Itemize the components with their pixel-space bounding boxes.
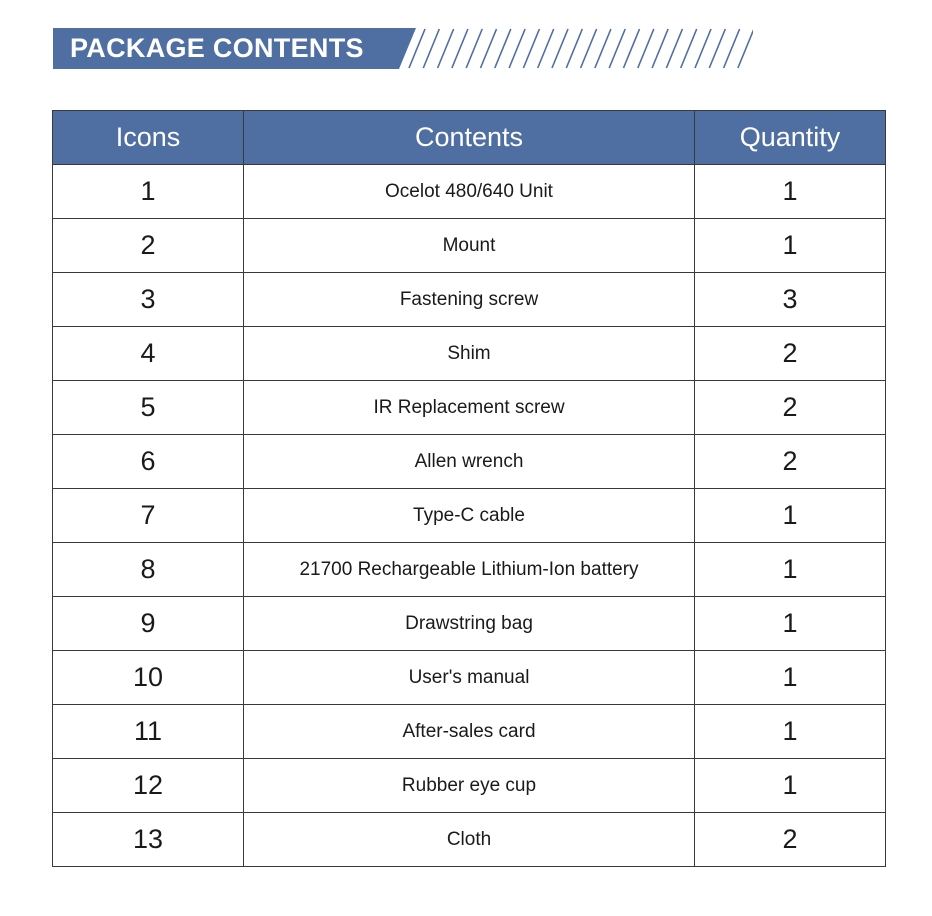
content-cell: IR Replacement screw (244, 381, 695, 435)
banner-stripe (523, 29, 539, 68)
content-cell: User's manual (244, 651, 695, 705)
banner-stripe (652, 29, 668, 68)
quantity-cell: 1 (695, 759, 886, 813)
banner-stripe (552, 29, 568, 68)
quantity-cell: 2 (695, 381, 886, 435)
banner-stripe (609, 29, 625, 68)
content-cell: Type-C cable (244, 489, 695, 543)
table-row (53, 813, 886, 867)
table-header-row (53, 111, 886, 165)
quantity-cell: 1 (695, 165, 886, 219)
content-cell: Ocelot 480/640 Unit (244, 165, 695, 219)
icon-number-cell: 2 (53, 219, 244, 273)
table-row (53, 219, 886, 273)
content-cell: Allen wrench (244, 435, 695, 489)
banner-stripe (738, 29, 753, 68)
icon-number-cell: 8 (53, 543, 244, 597)
banner-stripe (438, 29, 454, 68)
content-cell: Drawstring bag (244, 597, 695, 651)
content-cell: After-sales card (244, 705, 695, 759)
icon-number-cell: 3 (53, 273, 244, 327)
quantity-cell: 2 (695, 813, 886, 867)
section-banner (53, 28, 753, 69)
table-row (53, 327, 886, 381)
table-row (53, 543, 886, 597)
package-contents-table (52, 110, 886, 867)
table-row (53, 597, 886, 651)
content-cell: Cloth (244, 813, 695, 867)
quantity-cell: 1 (695, 489, 886, 543)
banner-stripe (709, 29, 725, 68)
content-cell: 21700 Rechargeable Lithium-Ion battery (244, 543, 695, 597)
banner-stripe (481, 29, 497, 68)
quantity-cell: 1 (695, 651, 886, 705)
icon-number-cell: 12 (53, 759, 244, 813)
banner-stripe (624, 29, 640, 68)
banner-stripe (566, 29, 582, 68)
banner-stripe (724, 29, 740, 68)
table-row (53, 435, 886, 489)
quantity-cell: 1 (695, 705, 886, 759)
icon-number-cell: 1 (53, 165, 244, 219)
icon-number-cell: 10 (53, 651, 244, 705)
header-icons: Icons (53, 111, 244, 165)
table-row (53, 489, 886, 543)
table-row (53, 381, 886, 435)
banner-stripe (423, 29, 439, 68)
quantity-cell: 1 (695, 543, 886, 597)
content-cell: Mount (244, 219, 695, 273)
quantity-cell: 1 (695, 219, 886, 273)
banner-stripe (581, 29, 597, 68)
banner-stripe (638, 29, 654, 68)
icon-number-cell: 13 (53, 813, 244, 867)
table-row (53, 705, 886, 759)
icon-number-cell: 7 (53, 489, 244, 543)
icon-number-cell: 11 (53, 705, 244, 759)
section-title: PACKAGE CONTENTS (70, 33, 364, 63)
content-cell: Rubber eye cup (244, 759, 695, 813)
banner-stripe (595, 29, 611, 68)
table-body (53, 165, 886, 867)
table-row (53, 651, 886, 705)
icon-number-cell: 4 (53, 327, 244, 381)
content-cell: Shim (244, 327, 695, 381)
quantity-cell: 2 (695, 435, 886, 489)
icon-number-cell: 6 (53, 435, 244, 489)
header-contents: Contents (244, 111, 695, 165)
content-cell: Fastening screw (244, 273, 695, 327)
banner-stripe (695, 29, 711, 68)
banner-stripe (666, 29, 682, 68)
banner-stripe (466, 29, 482, 68)
banner-stripe (495, 29, 511, 68)
banner-stripe (538, 29, 554, 68)
icon-number-cell: 9 (53, 597, 244, 651)
banner-stripe (509, 29, 525, 68)
table-row (53, 273, 886, 327)
table-row (53, 165, 886, 219)
quantity-cell: 3 (695, 273, 886, 327)
quantity-cell: 1 (695, 597, 886, 651)
icon-number-cell: 5 (53, 381, 244, 435)
banner-stripe (681, 29, 697, 68)
quantity-cell: 2 (695, 327, 886, 381)
banner-stripe (452, 29, 468, 68)
table-row (53, 759, 886, 813)
header-quantity: Quantity (695, 111, 886, 165)
